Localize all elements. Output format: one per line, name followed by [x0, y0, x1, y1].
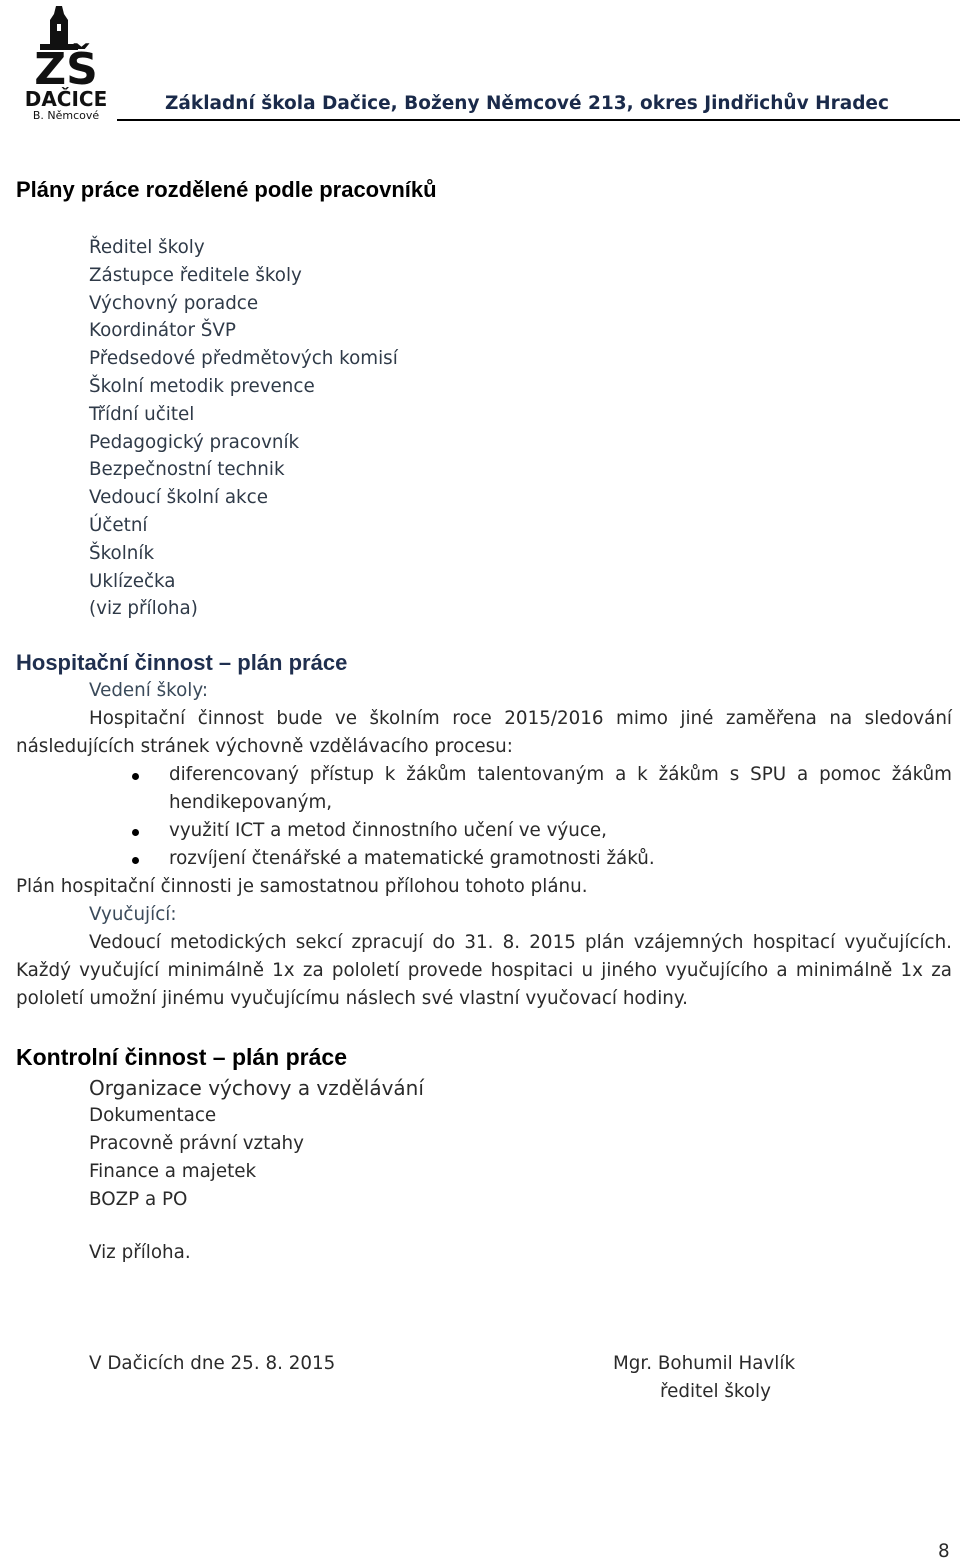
bullet-icon	[132, 829, 139, 836]
subheading-management: Vedení školy:	[89, 680, 209, 701]
page-number: 8	[938, 1541, 950, 1562]
list-item: Ředitel školy	[89, 237, 205, 258]
list-item: Výchovný poradce	[89, 292, 259, 314]
list-item: Pracovně právní vztahy	[89, 1133, 304, 1154]
signer-role: ředitel školy	[660, 1381, 771, 1402]
bullet-icon	[132, 773, 139, 780]
list-item: Dokumentace	[89, 1105, 217, 1126]
list-item: BOZP a PO	[89, 1189, 188, 1210]
logo-town: DAČICE	[24, 87, 108, 111]
list-item: Účetní	[89, 514, 148, 536]
place-and-date: V Dačicích dne 25. 8. 2015	[89, 1353, 336, 1374]
control-area-list	[89, 1074, 424, 1214]
staff-role-list	[89, 234, 398, 623]
bullet-icon	[132, 857, 139, 864]
list-item: Bezpečnostní technik	[89, 459, 285, 481]
bullet-item-line: diferencovaný přístup k žákům talentovaným a k žákům s SPU a pomoc žákům	[169, 764, 952, 785]
list-item: Organizace výchovy a vzdělávání	[89, 1076, 424, 1100]
list-item: Pedagogický pracovník	[89, 431, 300, 453]
paragraph-line: následujících stránek výchovně vzdělávacího procesu:	[16, 736, 513, 757]
signer-name: Mgr. Bohumil Havlík	[613, 1353, 796, 1374]
section1-heading: Plány práce rozdělené podle pracovníků	[16, 177, 437, 202]
paragraph-line: Každý vyučující minimálně 1x za pololetí provede hospitaci u jiného vyučujícího a minimálně 1x za	[16, 960, 952, 981]
paragraph-line: Vedoucí metodických sekcí zpracují do 31. 8. 2015 plán vzájemných hospitací vyučujících.	[89, 932, 952, 953]
bullet-item-line: hendikepovaným,	[169, 792, 333, 813]
school-logo	[18, 4, 114, 120]
subheading-teachers: Vyučující:	[89, 904, 177, 925]
list-item: Koordinátor ŠVP	[89, 320, 236, 342]
list-item: Vedoucí školní akce	[89, 487, 268, 509]
list-item: Školní metodik prevence	[89, 375, 315, 397]
header-divider	[117, 119, 960, 121]
logo-street: B. Němcové	[32, 109, 100, 120]
see-attachment-note: Viz příloha.	[89, 1242, 191, 1263]
list-item: (viz příloha)	[89, 598, 198, 620]
list-item: Zástupce ředitele školy	[89, 264, 302, 286]
list-item: Školník	[89, 542, 155, 564]
section3-heading: Kontrolní činnost – plán práce	[16, 1044, 347, 1070]
paragraph-line: Plán hospitační činnosti je samostatnou přílohou tohoto plánu.	[16, 876, 588, 897]
bullet-item-line: rozvíjení čtenářské a matematické gramotnosti žáků.	[169, 848, 655, 869]
section2-heading: Hospitační činnost – plán práce	[16, 650, 348, 675]
list-item: Třídní učitel	[89, 403, 195, 425]
list-item: Finance a majetek	[89, 1161, 257, 1182]
paragraph-line: pololetí umožní jinému vyučujícímu náslech své vlastní vyučovací hodiny.	[16, 988, 688, 1009]
header-title: Základní škola Dačice, Boženy Němcové 213, okres Jindřichův Hradec	[165, 93, 889, 114]
logo-letters: ZŠ	[34, 44, 98, 95]
paragraph-line: Hospitační činnost bude ve školním roce 2015/2016 mimo jiné zaměřena na sledování	[89, 708, 952, 729]
list-item: Uklízečka	[89, 570, 176, 592]
bullet-item-line: využití ICT a metod činnostního učení ve výuce,	[169, 820, 607, 841]
list-item: Předsedové předmětových komisí	[89, 348, 398, 370]
